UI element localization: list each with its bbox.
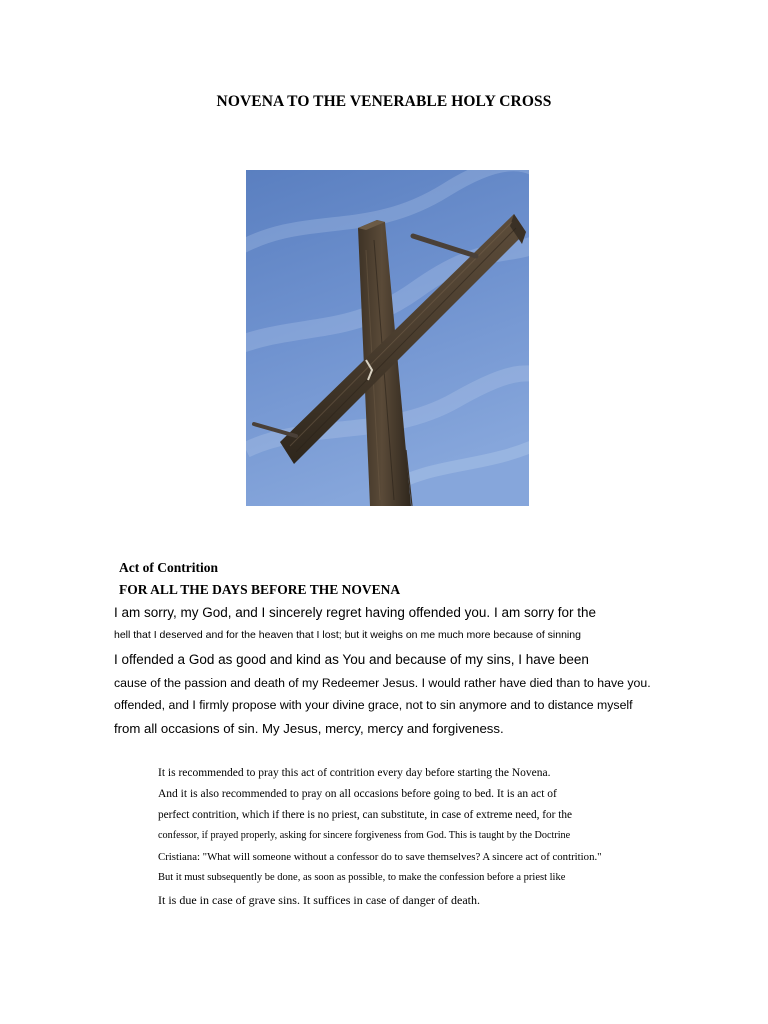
note-line: Cristiana: "What will someone without a confessor do to save themselves? A sincere act of contrition." [158,851,602,863]
note-line: It is recommended to pray this act of contrition every day before starting the Novena. [158,767,551,779]
note-line: confessor, if prayed properly, asking for sincere forgiveness from God. This is taught by the Doctrine [158,830,571,841]
note-line: It is due in case of grave sins. It suffices in case of danger of death. [158,893,481,907]
prayer-line: I offended a God as good and kind as You and because of my sins, I have been [114,652,589,667]
section-subheading: FOR ALL THE DAYS BEFORE THE NOVENA [119,582,401,597]
cross-photo [246,170,529,506]
prayer-line: I am sorry, my God, and I sincerely regret having offended you. I am sorry for the [114,605,596,620]
document-title: NOVENA TO THE VENERABLE HOLY CROSS [216,93,552,110]
prayer-line: hell that I deserved and for the heaven that I lost; but it weighs on me much more because of sinning [114,629,581,641]
note-line: But it must subsequently be done, as soon as possible, to make the confession before a priest like [158,872,566,883]
prayer-line: offended, and I firmly propose with your divine grace, not to sin anymore and to distance myself [114,698,633,712]
prayer-line: cause of the passion and death of my Redeemer Jesus. I would rather have died than to have you. [114,676,651,690]
note-line: perfect contrition, which if there is no priest, can substitute, in case of extreme need, for the [158,809,573,821]
note-line: And it is also recommended to pray on all occasions before going to bed. It is an act of [158,788,557,800]
section-heading: Act of Contrition [119,560,218,575]
prayer-line: from all occasions of sin. My Jesus, mercy, mercy and forgiveness. [114,721,504,736]
